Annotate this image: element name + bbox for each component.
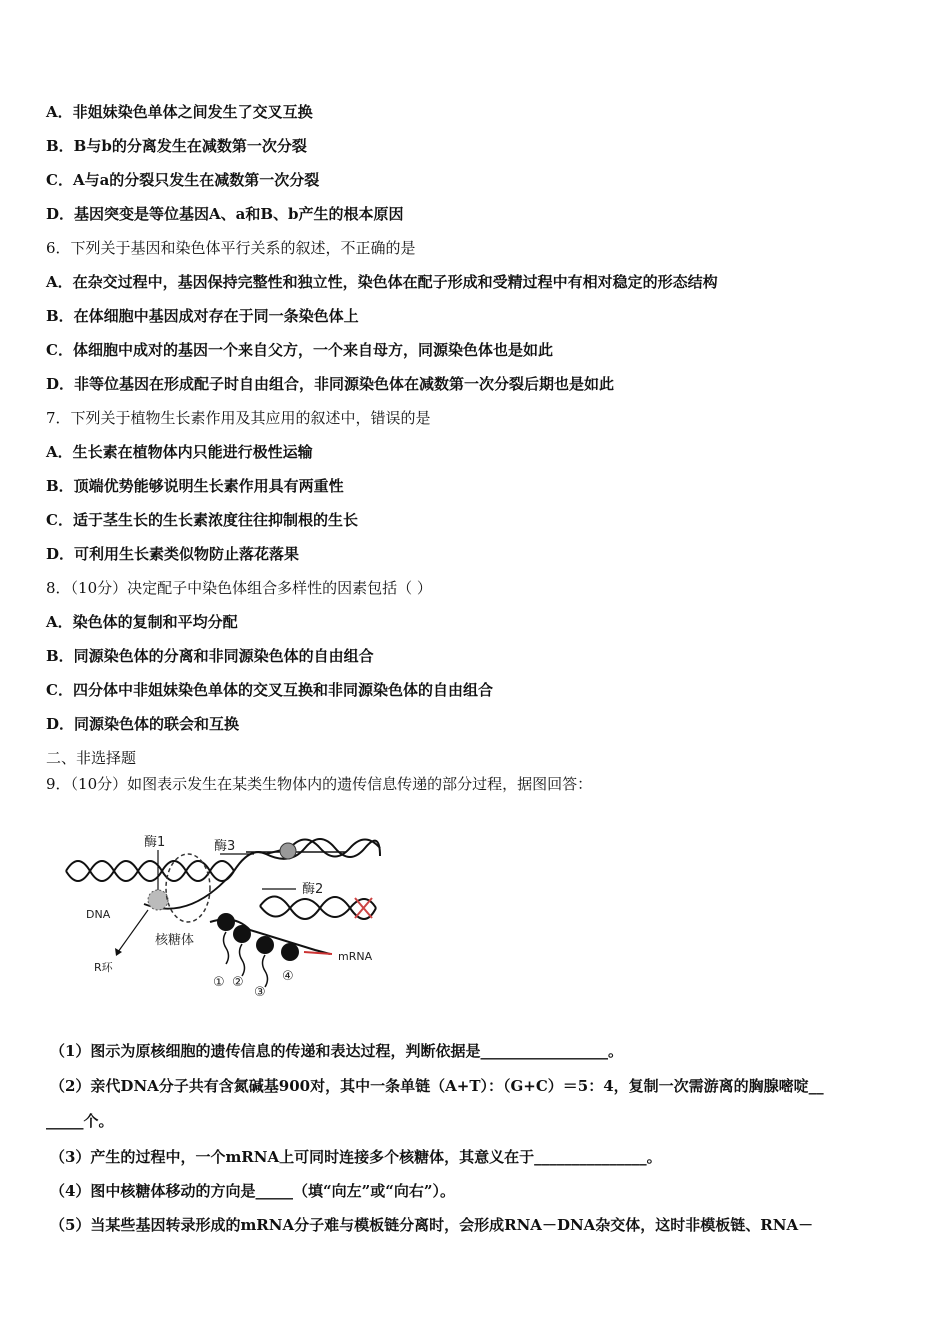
transcription-translation-figure: [60, 826, 390, 998]
label-ribosome: 核糖体: [155, 933, 195, 948]
label-4: ④: [282, 969, 294, 984]
q6-stem: 6．下列关于基因和染色体平行关系的叙述，不正确的是: [46, 239, 416, 257]
q6-option-d: D．非等位基因在形成配子时自由组合，非同源染色体在减数第一次分裂后期也是如此: [46, 375, 615, 393]
q9-sub-5: （5）当某些基因转录形成的mRNA分子难与模板链分离时，会形成RNA－DNA杂交体，这时非模板链、RNA－: [50, 1216, 814, 1234]
section-heading: 二、非选择题: [46, 749, 137, 767]
label-2: ②: [232, 975, 244, 990]
q5-option-d: D．基因突变是等位基因A、a和B、b产生的根本原因: [46, 205, 404, 223]
q8-option-d: D．同源染色体的联会和互换: [46, 715, 240, 733]
q8-stem: 8．（10分）决定配子中染色体组合多样性的因素包括（ ）: [46, 579, 432, 597]
q9-sub-3: （3）产生的过程中，一个mRNA上可同时连接多个核糖体，其意义在于_______________。: [50, 1148, 662, 1166]
q9-sub-1: （1）图示为原核细胞的遗传信息的传递和表达过程，判断依据是_________________。: [50, 1042, 623, 1060]
label-enzyme3: 酶3: [214, 839, 236, 854]
q9-stem: 9．（10分）如图表示发生在某类生物体内的遗传信息传递的部分过程，据图回答：: [46, 775, 593, 793]
q7-option-d: D．可利用生长素类似物防止落花落果: [46, 545, 300, 563]
q7-option-b: B．顶端优势能够说明生长素作用具有两重性: [46, 477, 344, 495]
q7-stem: 7．下列关于植物生长素作用及其应用的叙述中，错误的是: [46, 409, 431, 427]
q8-option-b: B．同源染色体的分离和非同源染色体的自由组合: [46, 647, 374, 665]
q7-option-a: A．生长素在植物体内只能进行极性运输: [46, 443, 313, 461]
q5-option-a: A．非姐妹染色单体之间发生了交叉互换: [46, 103, 313, 121]
label-r-loop: R环: [94, 961, 113, 974]
q7-option-c: C．适于茎生长的生长素浓度往往抑制根的生长: [46, 511, 358, 529]
label-1: ①: [213, 975, 225, 990]
label-enzyme2: 酶2: [302, 882, 324, 897]
q6-option-a: A．在杂交过程中，基因保持完整性和独立性，染色体在配子形成和受精过程中有相对稳定的形态结构: [46, 273, 718, 291]
label-enzyme1: 酶1: [144, 835, 166, 850]
label-dna: DNA: [86, 908, 111, 921]
label-mrna: mRNA: [338, 950, 373, 963]
q6-option-c: C．体细胞中成对的基因一个来自父方，一个来自母方，同源染色体也是如此: [46, 341, 553, 359]
q9-sub-2: （2）亲代DNA分子共有含氮碱基900对，其中一条单链（A+T）：（G+C）＝5：4，复制一次需游离的胸腺嘧啶__: [50, 1077, 824, 1095]
q6-option-b: B．在体细胞中基因成对存在于同一条染色体上: [46, 307, 359, 325]
label-3: ③: [254, 985, 266, 998]
q8-option-c: C．四分体中非姐妹染色单体的交叉互换和非同源染色体的自由组合: [46, 681, 493, 699]
q9-sub-4: （4）图中核糖体移动的方向是_____（填“向左”或“向右”）。: [50, 1182, 455, 1200]
q5-option-b: B．B与b的分离发生在减数第一次分裂: [46, 137, 307, 155]
q9-sub-2-cont: _____个。: [46, 1112, 114, 1130]
q8-option-a: A．染色体的复制和平均分配: [46, 613, 238, 631]
q5-option-c: C．A与a的分裂只发生在减数第一次分裂: [46, 171, 320, 189]
